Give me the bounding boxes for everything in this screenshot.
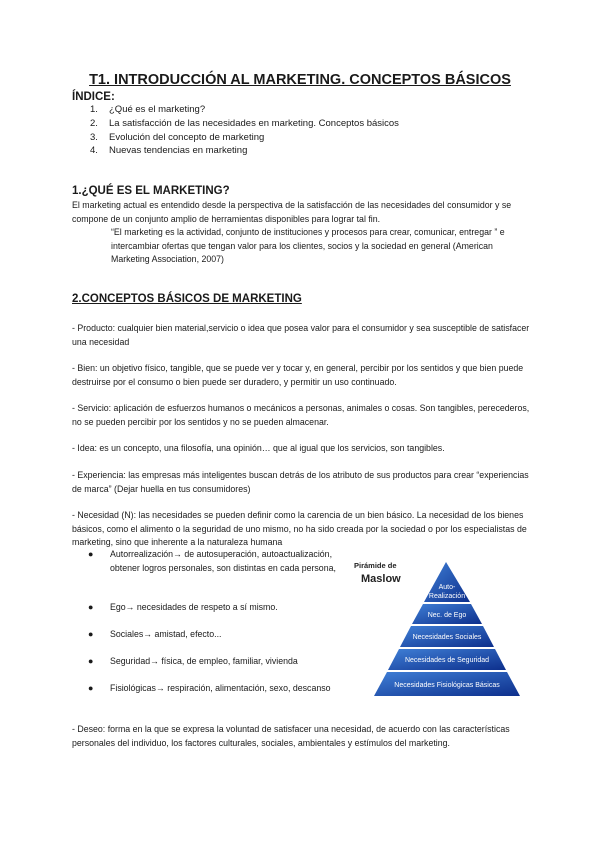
list-item bbox=[88, 682, 348, 696]
list-item bbox=[90, 144, 399, 158]
bullet-icon: ● bbox=[88, 629, 94, 639]
servicio-paragraph: - Servicio: aplicación de esfuerzos humanos o mecánicos a personas, animales o cosas. Son tangibles, perecederos, no se pueden percibir por los sentidos y no se pueden almacenar. bbox=[72, 403, 530, 427]
pyramid-label: Necesidades de Seguridad bbox=[404, 657, 490, 664]
list-item bbox=[88, 628, 348, 642]
index-heading: ÍNDICE: bbox=[72, 91, 115, 103]
list-text: Nuevas tendencias en marketing bbox=[109, 145, 248, 157]
maslow-pyramid bbox=[348, 556, 548, 704]
list-text: Sociales→ amistad, efecto... bbox=[110, 629, 222, 639]
list-number: 1. bbox=[90, 104, 98, 115]
list-item bbox=[90, 103, 399, 117]
list-text: Ego→ necesidades de respeto a sí mismo. bbox=[110, 602, 278, 612]
list-item bbox=[88, 548, 348, 575]
bullet-icon: ● bbox=[88, 549, 94, 559]
list-text: Evolución del concepto de marketing bbox=[109, 131, 265, 143]
pyramid-title-line1: Pirámide de bbox=[354, 561, 397, 570]
producto-paragraph: - Producto: cualquier bien material,servicio o idea que posea valor para el consumidor y sea susceptible de satisfacer una necesidad bbox=[72, 323, 530, 347]
experiencia-paragraph: - Experiencia: las empresas más inteligentes buscan detrás de los atributo de sus productos para crear “experiencias de marca” (Dejar huella en tus consumidores) bbox=[72, 470, 529, 494]
list-text: ¿Qué es el marketing? bbox=[109, 104, 206, 115]
list-text: Seguridad→ física, de empleo, familiar, vivienda bbox=[110, 656, 298, 666]
section1-quote: “El marketing es la actividad, conjunto de instituciones y procesos para crear, comunicar, entregar ” e intercambiar ofertas que tengan valor para los clientes, socios y la sociedad en general (American Marketing Association, 2007) bbox=[111, 227, 505, 265]
list-item bbox=[88, 655, 348, 669]
document-title: T1. INTRODUCCIÓN AL MARKETING. CONCEPTOS BÁSICOS bbox=[89, 72, 511, 88]
idea-paragraph: - Idea: es un concepto, una filosofía, una opinión… que al igual que los servicios, son tangibles. bbox=[72, 443, 445, 453]
list-text: Fisiológicas→ respiración, alimentación, sexo, descanso bbox=[110, 683, 331, 693]
list-text: Autorrealización→ de autosuperación, autoactualización, obtener logros personales, son distintas en cada persona, bbox=[110, 549, 336, 573]
bien-paragraph: - Bien: un objetivo físico, tangible, que se puede ver y tocar y, en general, percibir por los sentidos y que bien puede destruirse por el consumo o bien puede ser duradero, y permitir un uso continuado. bbox=[72, 363, 524, 387]
list-item bbox=[90, 131, 399, 145]
pyramid-label: Necesidades Sociales bbox=[412, 634, 482, 641]
pyramid-title-line2: Maslow bbox=[361, 573, 401, 585]
list-item bbox=[90, 117, 399, 131]
deseo-paragraph: - Deseo: forma en la que se expresa la voluntad de satisfacer una necesidad, de acuerdo con las características personales del individuo, los factores culturales, sociales, ambientales y estímulos del marketing. bbox=[72, 724, 510, 748]
necesidad-paragraph: - Necesidad (N): las necesidades se pueden definir como la carencia de un bien básico. La necesidad de los bienes básicos, como el alimento o la seguridad de uno mismo, no ha sido creada por la sociedad o por los especialistas de marketing, sino que inherente a la naturaleza humana bbox=[72, 510, 527, 548]
list-text: La satisfacción de las necesidades en marketing. Conceptos básicos bbox=[109, 117, 399, 129]
list-item bbox=[88, 601, 348, 615]
list-number: 4. bbox=[90, 145, 98, 157]
section1-heading: 1.¿QUÉ ES EL MARKETING? bbox=[72, 185, 230, 197]
bullet-icon: ● bbox=[88, 656, 94, 666]
pyramid-label: Auto- bbox=[438, 584, 456, 591]
pyramid-label: Necesidades Fisiológicas Básicas bbox=[394, 682, 500, 689]
bullet-icon: ● bbox=[88, 683, 94, 693]
section1-intro: El marketing actual es entendido desde la perspectiva de la satisfacción de las necesidades del consumidor y se compone de un conjunto amplio de herramientas disponibles para lograr tal fin. bbox=[72, 200, 512, 224]
pyramid-label: Realización bbox=[428, 593, 466, 600]
section2-heading: 2.CONCEPTOS BÁSICOS DE MARKETING bbox=[72, 293, 302, 305]
index-list bbox=[90, 103, 399, 158]
list-number: 3. bbox=[90, 131, 98, 143]
pyramid-label: Nec. de Ego bbox=[427, 612, 467, 619]
list-number: 2. bbox=[90, 117, 98, 129]
bullet-icon: ● bbox=[88, 602, 94, 612]
